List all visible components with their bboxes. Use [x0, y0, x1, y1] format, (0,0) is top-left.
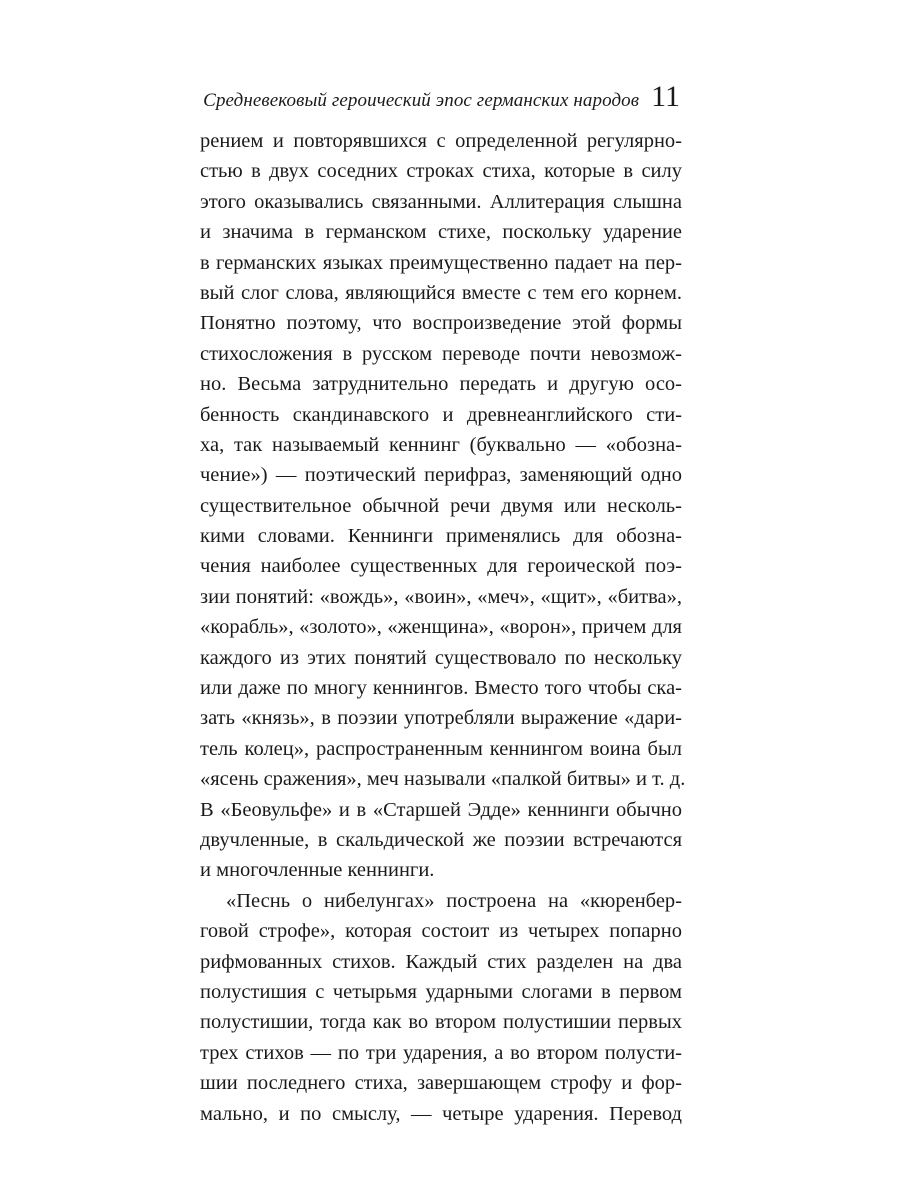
page-number: 11: [651, 80, 680, 113]
text-line: Понятно поэтому, что воспроизведение этой формы: [200, 312, 682, 335]
text-line: стью в двух соседних строках стиха, которые в силу: [200, 160, 682, 183]
text-line: стихосложения в русском переводе почти невозмож-: [200, 342, 682, 365]
text-line: бенность скандинавского и древнеанглийского сти-: [200, 403, 682, 426]
text-line: ха, так называемый кеннинг (буквально — «обозна-: [200, 433, 682, 456]
text-line: полустишии, тогда как во втором полустишии первых: [200, 1011, 682, 1034]
text-line: говой строфе», которая состоит из четырех попарно: [200, 920, 682, 943]
text-line: зать «князь», в поэзии употребляли выражение «дари-: [200, 707, 682, 730]
text-line: двучленные, в скальдической же поэзии встречаются: [200, 828, 682, 851]
text-line: кими словами. Кеннинги применялись для обозна-: [200, 525, 682, 548]
running-title: Средневековый героический эпос германских народов: [203, 90, 640, 111]
text-line: и значима в германском стихе, поскольку ударение: [200, 221, 682, 244]
text-line: трех стихов — по три ударения, а во втором полусти-: [200, 1041, 682, 1064]
text-line: «Песнь о нибелунгах» построена на «кюренбер-: [226, 889, 682, 912]
text-line: рением и повторявшихся с определенной регулярно-: [200, 130, 682, 152]
paragraph: [200, 886, 682, 1129]
text-body: [200, 126, 686, 1129]
text-line: «ясень сражения», меч называли «палкой битвы» и т. д.: [200, 768, 686, 791]
text-line: полустишия с четырьмя ударными слогами в первом: [200, 980, 682, 1003]
text-line: рифмованных стихов. Каждый стих разделен на два: [200, 950, 682, 973]
text-line: существительное обычной речи двумя или несколь-: [200, 494, 682, 517]
paragraph: [200, 126, 686, 886]
text-line: или даже по многу кеннингов. Вместо того чтобы ска-: [200, 677, 682, 700]
text-line: тель колец», распространенным кеннингом воина был: [200, 737, 682, 760]
text-line: и многочленные кеннинги.: [200, 859, 435, 882]
text-line: В «Беовульфе» и в «Старшей Эдде» кеннинги обычно: [200, 798, 682, 821]
text-line: «корабль», «золото», «женщина», «ворон», причем для: [200, 616, 682, 639]
running-head: [200, 80, 680, 120]
text-line: вый слог слова, являющийся вместе с тем его корнем.: [200, 281, 682, 304]
text-line: но. Весьма затруднительно передать и другую осо-: [200, 373, 682, 396]
text-line: чение») — поэтический перифраз, заменяющий одно: [200, 464, 682, 487]
text-line: каждого из этих понятий существовало по нескольку: [200, 646, 682, 669]
text-line: мально, и по смыслу, — четыре ударения. Перевод: [200, 1102, 682, 1125]
text-line: шии последнего стиха, завершающем строфу и фор-: [200, 1072, 682, 1095]
text-line: чения наиболее существенных для героической поэ-: [200, 555, 682, 578]
text-line: этого оказывались связанными. Аллитерация слышна: [200, 190, 682, 213]
text-line: в германских языках преимущественно падает на пер-: [200, 251, 682, 274]
text-line: зии понятий: «вождь», «воин», «меч», «щит», «битва»,: [200, 585, 682, 608]
